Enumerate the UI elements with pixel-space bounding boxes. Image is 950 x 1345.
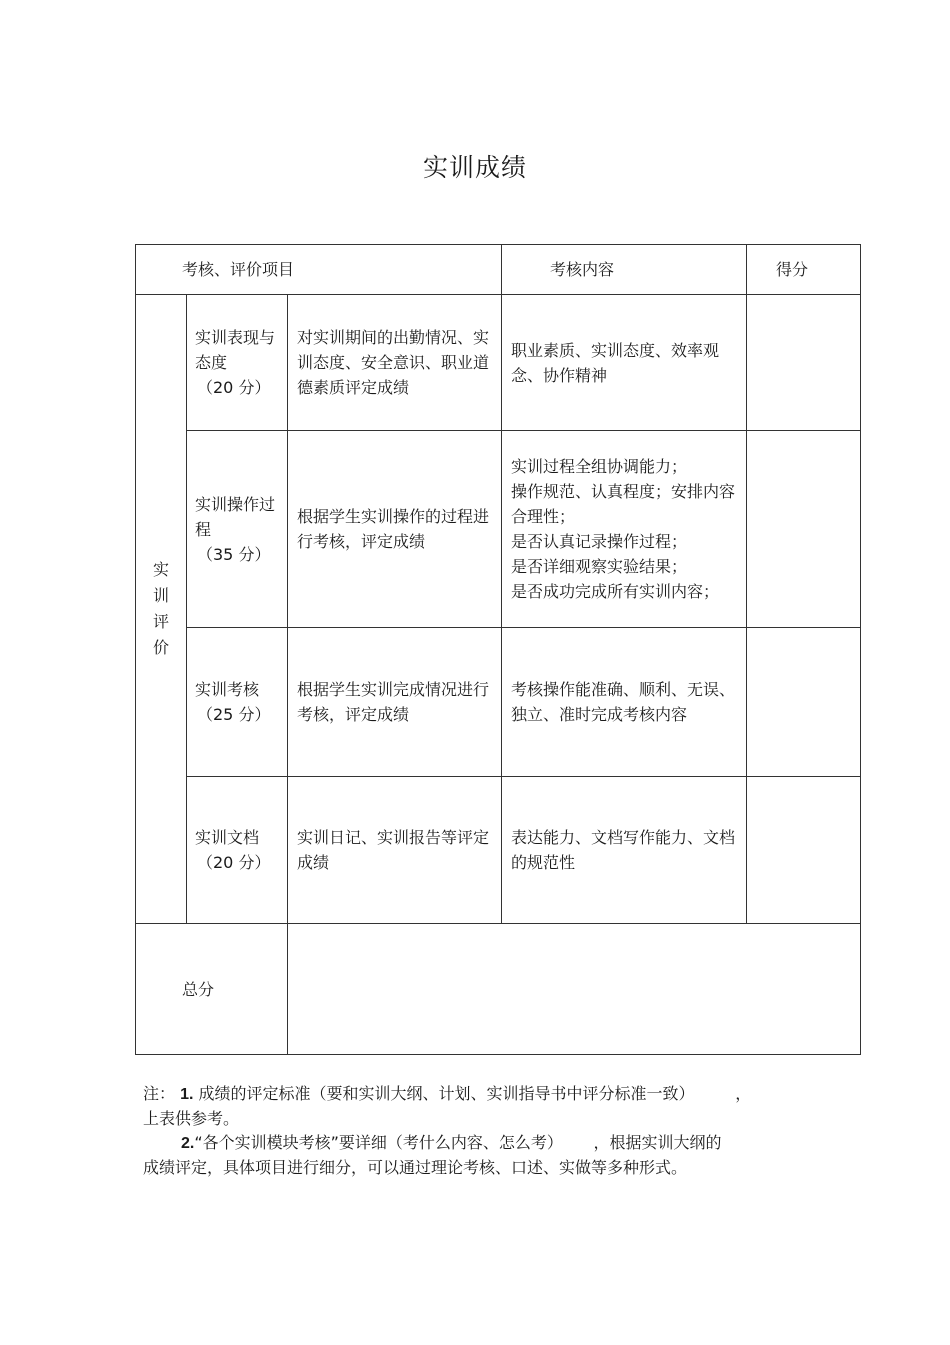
description-cell: 实训日记、实训报告等评定成绩 — [288, 777, 502, 924]
category-name: 实训操作过程 — [195, 494, 276, 539]
score-cell — [747, 777, 861, 924]
note-1-text: 成绩的评定标准（要和实训大纲、计划、实训指导书中评分标准一致） ， — [198, 1084, 752, 1103]
content-cell — [502, 295, 747, 431]
table-row — [136, 777, 861, 924]
note-2 — [143, 1131, 803, 1156]
header-score: 得分 — [747, 245, 861, 295]
header-content: 考核内容 — [502, 245, 747, 295]
table-header-row — [136, 245, 861, 295]
note-2-number: 2. — [181, 1135, 195, 1152]
content-line: 是否详细观察实验结果； — [511, 557, 688, 576]
score-cell — [747, 295, 861, 431]
content-line: 职业素质、实训态度、效率观念、协作精神 — [511, 340, 720, 385]
grading-table-wrapper — [135, 244, 861, 1055]
total-value — [288, 924, 861, 1055]
group-label: 实训评价 — [152, 560, 169, 657]
table-row — [136, 628, 861, 777]
category-name: 实训文档 — [195, 828, 260, 847]
content-line: 是否成功完成所有实训内容； — [511, 582, 720, 601]
content-cell — [502, 431, 747, 628]
description-cell: 对实训期间的出勤情况、实训态度、安全意识、职业道德素质评定成绩 — [288, 295, 502, 431]
table-row — [136, 295, 861, 431]
note-2-continuation: 成绩评定，具体项目进行细分，可以通过理论考核、口述、实做等多种形式。 — [143, 1158, 688, 1177]
description-cell: 根据学生实训完成情况进行考核，评定成绩 — [288, 628, 502, 777]
page-title: 实训成绩 — [422, 153, 527, 182]
note-1 — [143, 1082, 803, 1107]
note-1-continuation: 上表供参考。 — [143, 1109, 240, 1128]
score-cell — [747, 431, 861, 628]
category-points: （20 分） — [197, 378, 271, 397]
header-item: 考核、评价项目 — [136, 245, 502, 295]
content-line: 是否认真记录操作过程； — [511, 532, 688, 551]
category-points: （35 分） — [197, 544, 271, 564]
table-row — [136, 431, 861, 628]
content-line: 实训过程全组协调能力； — [511, 457, 688, 476]
category-cell — [187, 777, 288, 924]
notes — [143, 1082, 803, 1180]
note-2-text: “各个实训模块考核”要详细（考什么内容、怎么考） ，根据实训大纲的 — [194, 1133, 722, 1152]
category-name: 实训表现与态度 — [195, 328, 276, 372]
description-cell: 根据学生实训操作的过程进行考核，评定成绩 — [288, 431, 502, 628]
note-1-number: 1. — [180, 1086, 194, 1103]
content-cell — [502, 777, 747, 924]
group-label-cell — [136, 295, 187, 924]
total-row — [136, 924, 861, 1055]
category-points: （20 分） — [197, 853, 271, 872]
score-cell — [747, 628, 861, 777]
note-prefix: 注： — [143, 1084, 176, 1103]
content-line: 考核操作能准确、顺利、无误、独立、准时完成考核内容 — [511, 680, 736, 724]
category-cell — [187, 295, 288, 431]
category-cell — [187, 628, 288, 777]
category-points: （25 分） — [197, 705, 271, 724]
content-cell — [502, 628, 747, 777]
category-name: 实训考核 — [195, 680, 260, 699]
category-cell — [187, 431, 288, 628]
grading-table — [135, 244, 861, 1055]
content-line: 操作规范、认真程度；安排内容合理性； — [511, 482, 736, 526]
total-label: 总分 — [136, 924, 288, 1055]
content-line: 表达能力、文档写作能力、文档的规范性 — [511, 828, 736, 872]
